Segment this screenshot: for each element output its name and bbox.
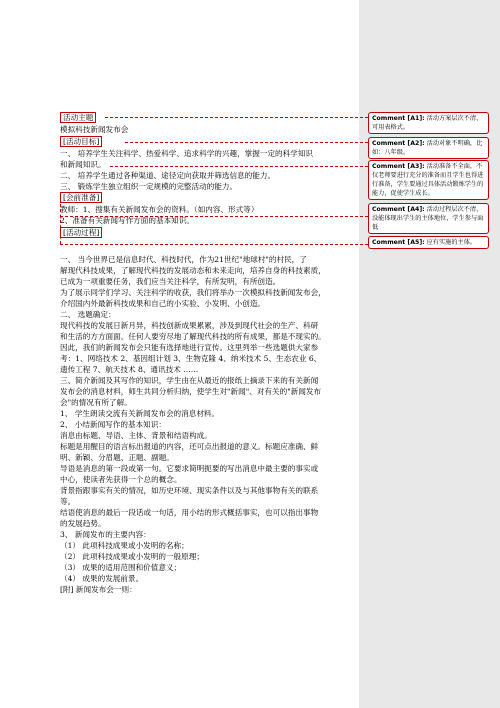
comment-text: 活动准备不全面，不仅老师要进行充分的准备而且学生也得进行准备，学生要通过具体活动锻炼学生的能力，促使学生成长。	[372, 163, 484, 197]
para-line: 导语是消息的第一段或第一句。它要求简明扼要的写出消息中最主要的事实或	[60, 464, 319, 473]
comment-text: 活动过程层次不清，没能体现出学生的主体地位，学生参与面低	[372, 206, 484, 231]
comment-balloon-5[interactable]	[368, 236, 489, 249]
para-line: 的发展趋势。	[60, 519, 106, 528]
appendix-line: [附] 新闻发布会一则：	[60, 585, 137, 594]
comment-anchor-line-5	[60, 244, 368, 245]
para-line: 发布会的消息材料，师生共同分析归纳，使学生对"新闻"、对有关的"新闻发布	[60, 387, 322, 396]
para-line: 标题是用醒目的语言标出报道的内容，还可点出报道的意义。标题应准确、鲜	[60, 442, 319, 451]
list-item: 1、 学生朗读交流有关新闻发布会的消息材料。	[60, 409, 220, 418]
para-line: 现代科技的发展日新月异，科技创新成果累累，涉及到现代社会的生产、科研	[60, 321, 319, 330]
goal-tag[interactable]: [活动目标]	[60, 136, 102, 147]
para-line: 因此，我们的新闻发布会只能有选择地进行宣传。这里列举一些选题供大家参	[60, 343, 319, 352]
list-item: （1） 此项科技成果或小发明的名称；	[60, 541, 189, 550]
para-line: 一、 当今世界已是信息时代、科技时代，作为21世纪"地球村"的村民，了	[60, 255, 307, 264]
list-item: 2、 小结新闻写作的基本知识：	[60, 420, 166, 429]
para-line: 已成为一项重要任务，我们应当关注科学，有所发明，有所创造。	[60, 277, 281, 286]
comment-balloon-4[interactable]	[368, 203, 489, 234]
list-item: （4） 成果的发展前景。	[60, 574, 144, 583]
comment-label: Comment [A5]:	[372, 239, 425, 246]
para-line: 背景指跟事实有关的情况，如历史环境、现实条件以及与其他事物有关的联系	[60, 486, 319, 495]
para-line: 为了展示同学们学习、关注科学的收获，我们将举办一次模拟科技新闻发布会，	[60, 288, 326, 297]
process-tag[interactable]: [活动过程]	[60, 227, 102, 238]
comment-label: Comment [A1]:	[372, 115, 425, 122]
para-line: 明、新颖、分眉题、正题、副题。	[60, 453, 174, 462]
comment-text: 活动对象不明确，比如：八年级。	[372, 140, 483, 156]
comment-margin	[359, 0, 500, 708]
para-line: 等。	[60, 497, 76, 506]
para-line: 介绍国内外最新科技成果和自己的小实验、小发明、小创造。	[60, 299, 266, 308]
para-line: 会"的情况有所了解。	[60, 398, 132, 407]
list-item: 3、 新闻发布的主要内容：	[60, 530, 151, 539]
prep-tag-line	[60, 192, 356, 203]
para-line: 考：1、网络技术 2、基因组计划 3、生物克隆 4、纳米技术 5、生态农业 6、	[60, 354, 322, 363]
comment-label: Comment [A4]:	[372, 206, 425, 213]
list-item: （3） 成果的适用范围和价值意义；	[60, 563, 182, 572]
goal-1b: 和新闻知识。	[60, 160, 106, 169]
comment-label: Comment [A3]:	[372, 163, 425, 170]
para-line: 消息由标题、导语、主体、背景和结语构成。	[60, 431, 212, 440]
para-line: 中心，使读者先获得一个总的概念。	[60, 475, 182, 484]
process-tag-line	[60, 227, 356, 238]
para-line: 三、简介新闻及其写作的知识，学生由在从最近的报纸上摘录下来的有关新闻	[60, 376, 319, 385]
prep-1: 教师：1、搜集有关新闻发布会的资料。（如内容、形式等）	[60, 205, 259, 214]
list-item: （2） 此项科技成果或小发明的一般原理；	[60, 552, 204, 561]
goal-tag-line	[60, 136, 356, 147]
comment-text: 活动方案层次不清，可用表格式。	[372, 115, 483, 131]
para-line: 遗传工程 7、航天技术 8、通讯技术 ……	[60, 365, 199, 374]
para-line: 和生活的方方面面。任何人要穷尽地了解现代科技的所有成果，都是不现实的。	[60, 332, 326, 341]
comment-label: Comment [A2]:	[372, 140, 425, 147]
goal-1a: 一、 培养学生关注科学、热爱科学、追求科学的兴趣，掌握一定的科学知识	[60, 149, 314, 158]
doc-title: 模拟科技新闻发布会	[60, 125, 129, 134]
para-line: 解现代科技成果，了解现代科技的发展动态和未来走向，培养自身的科技素质，	[60, 266, 326, 275]
comment-balloon-2[interactable]	[368, 137, 489, 159]
prep-tag[interactable]: [会前准备]	[60, 192, 102, 203]
para-line: 结语使消息的最后一段话或一句话，用小结的形式概括事实，也可以指出事物	[60, 508, 319, 517]
goal-3: 三、 锻炼学生独立组织一定规模的完整活动的能力。	[60, 182, 238, 191]
goal-2: 二、 培养学生通过各种渠道、途径定向获取并筛选信息的能力。	[60, 171, 276, 180]
comment-text: 应有实施的主体。	[426, 239, 477, 246]
theme-tag[interactable]: 活动主题	[60, 112, 96, 123]
theme-tag-line	[60, 112, 356, 123]
comment-balloon-3[interactable]	[368, 160, 489, 200]
prep-2: 2、准备有关新闻写作方面的基本知识。	[60, 216, 194, 225]
comment-balloon-1[interactable]	[368, 112, 489, 134]
section-heading: 二、 选题确定：	[60, 310, 116, 319]
